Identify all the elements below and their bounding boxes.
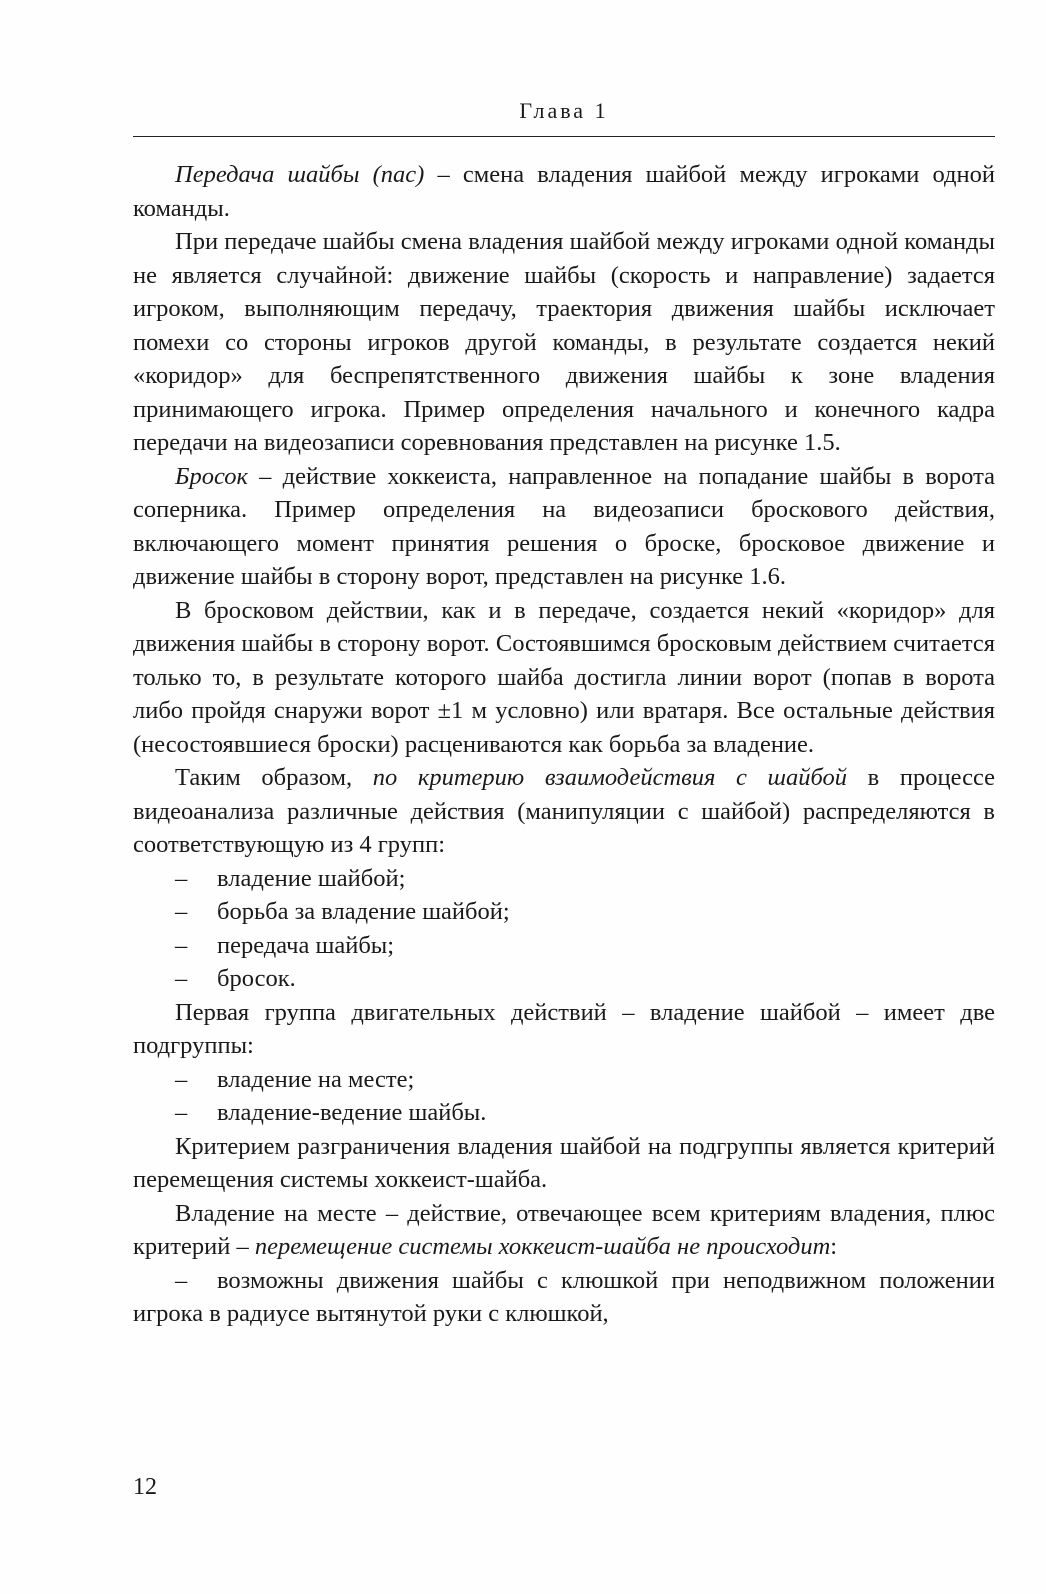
list-item-text: владение на месте;: [217, 1065, 415, 1093]
list-item-text: борьба за владение шайбой;: [217, 898, 510, 925]
list-dash: –: [175, 1266, 188, 1294]
list-item-text: владение шайбой;: [217, 864, 406, 892]
pass-definition-text: – смена владения шайбой между игроками одной команды.: [133, 161, 995, 222]
header-rule: [133, 136, 995, 137]
list-dash: –: [175, 1065, 188, 1093]
list-item: [133, 862, 995, 896]
list-item: [133, 1096, 995, 1130]
term-shot: Бросок: [175, 462, 248, 490]
shot-definition-text: – действие хоккеиста, направленное на попадание шайбы в ворота соперника. Пример определения на видеозаписи броскового действия, включающего момент принятия решения о броске, бросковое движение и движение шайбы в сторону ворот, представлен на рисунке 1.6.: [133, 462, 995, 590]
paragraph-pass-definition: [133, 158, 995, 225]
possession-in-place-end: :: [830, 1233, 838, 1260]
term-pass: Передача шайбы (пас): [175, 161, 425, 188]
paragraph-possession-in-place: [133, 1197, 995, 1264]
paragraph-groups-intro: [133, 761, 995, 862]
list-item: [133, 895, 995, 929]
page-body: [133, 158, 995, 1331]
list-item: [133, 962, 995, 996]
possession-in-place-criterion: перемещение системы хоккеист-шайба не происходит: [254, 1233, 831, 1260]
paragraph-first-group: Первая группа двигательных действий – владение шайбой – имеет две подгруппы:: [133, 998, 995, 1059]
list-dash: –: [175, 965, 188, 992]
list-item: [133, 1264, 995, 1331]
list-item-text: возможны движения шайбы с клюшкой при неподвижном положении игрока в радиусе вытянутой руки с клюшкой,: [133, 1266, 995, 1327]
list-item-text: передача шайбы;: [217, 931, 395, 959]
page-number: 12: [133, 1474, 157, 1500]
list-item: [133, 929, 995, 963]
possession-in-place-start: Владение на месте – действие, отвечающее всем критериям владения, плюс критерий –: [133, 1199, 995, 1260]
list-dash: –: [175, 898, 188, 925]
groups-intro-criterion: по критерию взаимодействия с шайбой: [372, 764, 848, 791]
groups-intro-rest: в процессе видеоанализа различные действия (манипуляции с шайбой) распределяются в соответствующую из 4 групп:: [133, 764, 995, 858]
list-dash: –: [175, 1099, 188, 1126]
list-dash: –: [175, 931, 188, 959]
running-header: Глава 1: [519, 98, 609, 123]
paragraph-shot-definition: [133, 460, 995, 594]
list-dash: –: [175, 864, 188, 892]
paragraph-shot-explanation: В бросковом действии, как и в передаче, создается некий «коридор» для движения шайбы в сторону ворот. Состоявшимся бросковым действием считается только то, в результате которого шайба достигла линии ворот (попав в ворота либо пройдя снаружи ворот ±1 м условно) или вратаря. Все остальные действия (несостоявшиеся броски) расцениваются как борьба за владение.: [133, 596, 995, 758]
groups-intro-start: Таким образом,: [175, 764, 373, 791]
paragraph-pass-explanation: При передаче шайбы смена владения шайбой между игроками одной команды не является случайной: движение шайбы (скорость и направление) задается игроком, выполняющим передачу, траектория движения шайбы исключает помехи со стороны игроков другой команды, в результате создается некий «коридор» для беспрепятственного движения шайбы к зоне владения принимающего игрока. Пример определения начального и конечного кадра передачи на видеозаписи соревнования представлен на рисунке 1.5.: [133, 228, 995, 456]
list-item-text: бросок.: [217, 965, 296, 992]
list-item: [133, 1063, 995, 1097]
list-item-text: владение-ведение шайбы.: [217, 1099, 487, 1126]
paragraph-criterion: Критерием разграничения владения шайбой на подгруппы является критерий перемещения системы хоккеист-шайба.: [133, 1132, 995, 1193]
